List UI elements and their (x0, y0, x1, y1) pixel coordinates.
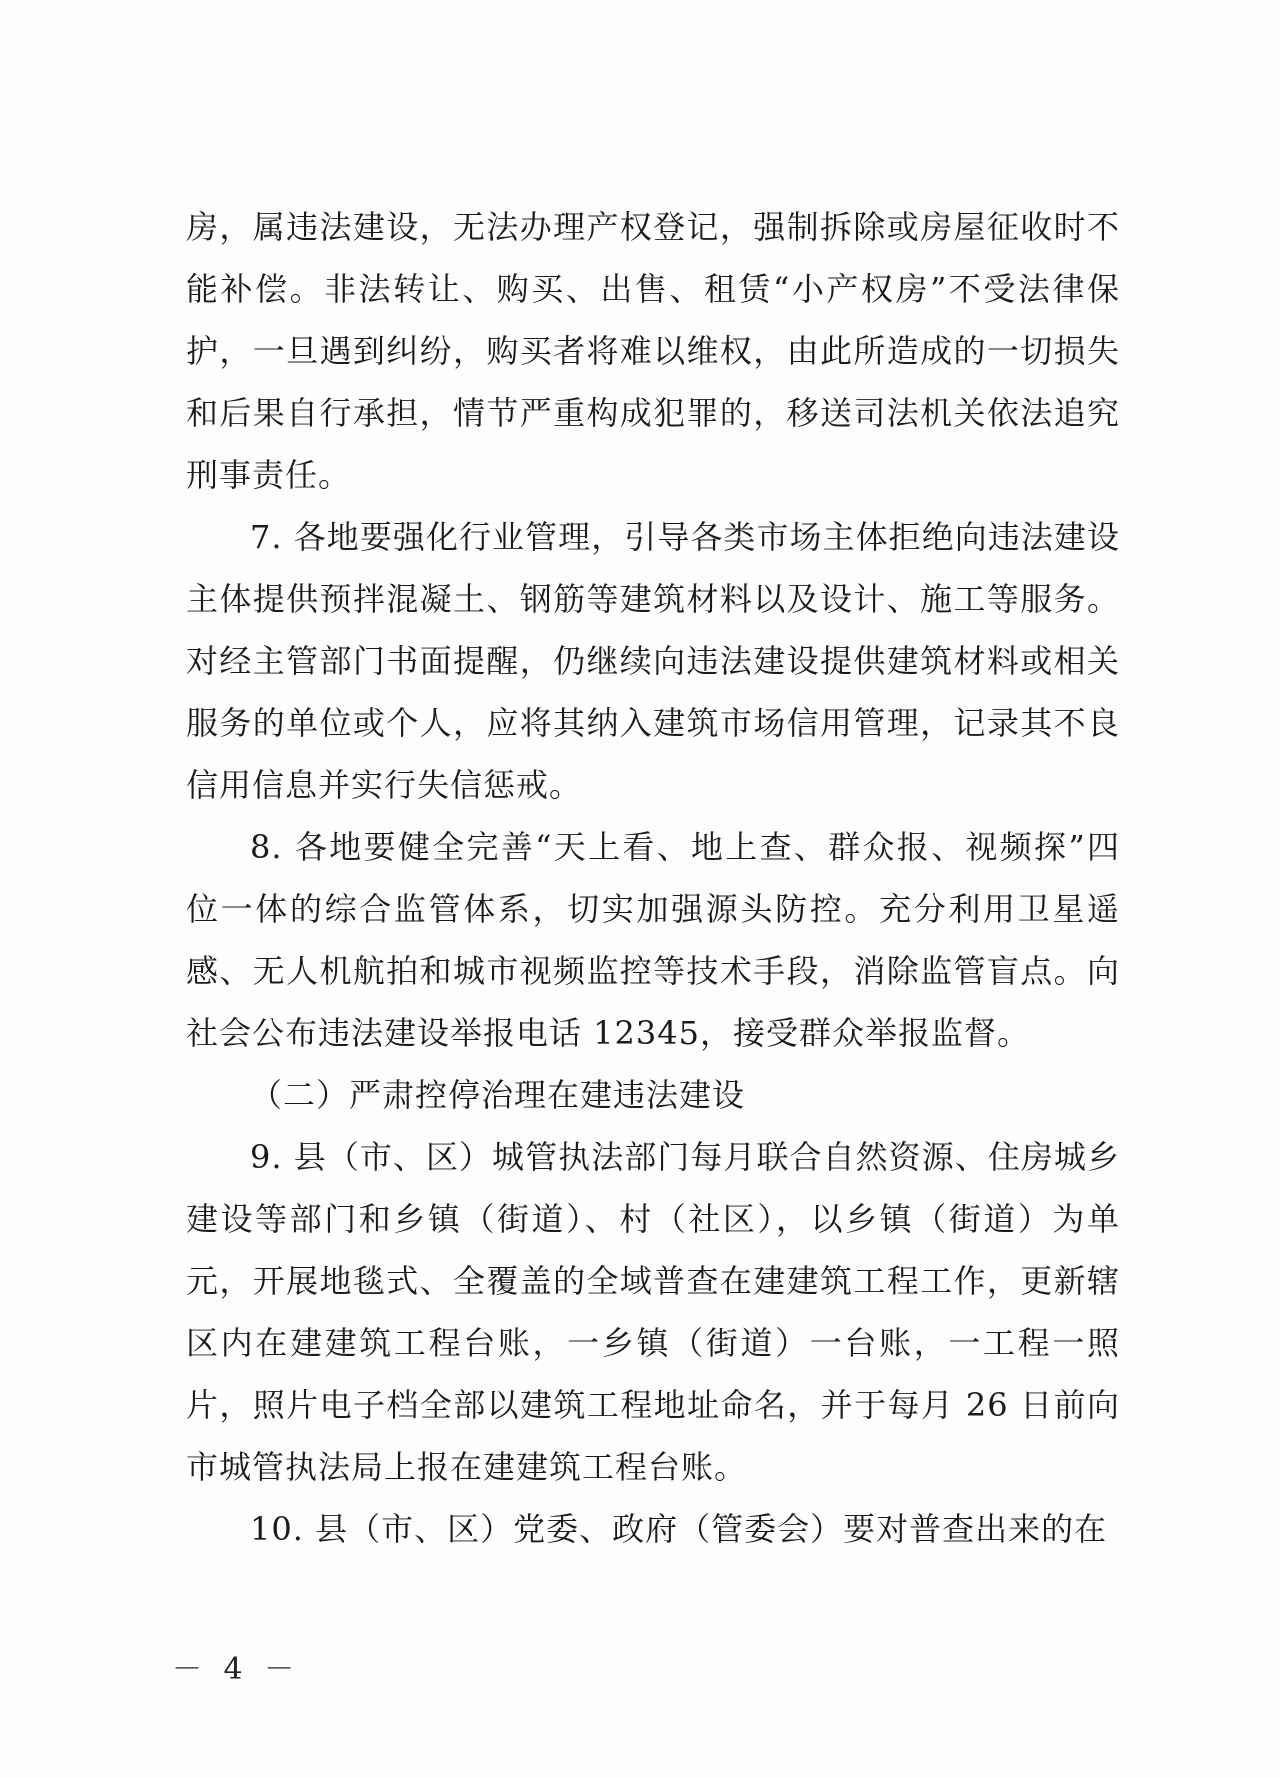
paragraph-continuation: 房，属违法建设，无法办理产权登记，强制拆除或房屋征收时不能补偿。非法转让、购买、出售、租赁“小产权房”不受法律保护，一旦遇到纠纷，购买者将难以维权，由此所造成的一切损失和后果自行承担，情节严重构成犯罪的，移送司法机关依法追究刑事责任。 (186, 208, 1120, 494)
paragraph-item-8: 8. 各地要健全完善“天上看、地上查、群众报、视频探”四位一体的综合监管体系，切实加强源头防控。充分利用卫星遥感、无人机航拍和城市视频监控等技术手段，消除监管盲点。向社会公布违法建设举报电话 12345，接受群众举报监督。 (186, 828, 1120, 1052)
paragraph-item-10: 10. 县（市、区）党委、政府（管委会）要对普查出来的在 (250, 1510, 1108, 1548)
section-heading: （二）严肃控停治理在建违法建设 (250, 1076, 746, 1114)
paragraph-item-7: 7. 各地要强化行业管理，引导各类市场主体拒绝向违法建设主体提供预拌混凝土、钢筋等建筑材料以及设计、施工等服务。对经主管部门书面提醒，仍继续向违法建设提供建筑材料或相关服务的单位或个人，应将其纳入建筑市场信用管理，记录其不良信用信息并实行失信惩戒。 (186, 518, 1120, 804)
page-number: － 4 － (172, 1652, 301, 1687)
paragraph-item-9: 9. 县（市、区）城管执法部门每月联合自然资源、住房城乡建设等部门和乡镇（街道）、村（社区），以乡镇（街道）为单元，开展地毯式、全覆盖的全域普查在建建筑工程工作，更新辖区内在建建筑工程台账，一乡镇（街道）一台账，一工程一照片，照片电子档全部以建筑工程地址命名，并于每月 26 日前向市城管执法局上报在建建筑工程台账。 (186, 1138, 1120, 1486)
document-body (186, 196, 1120, 1560)
